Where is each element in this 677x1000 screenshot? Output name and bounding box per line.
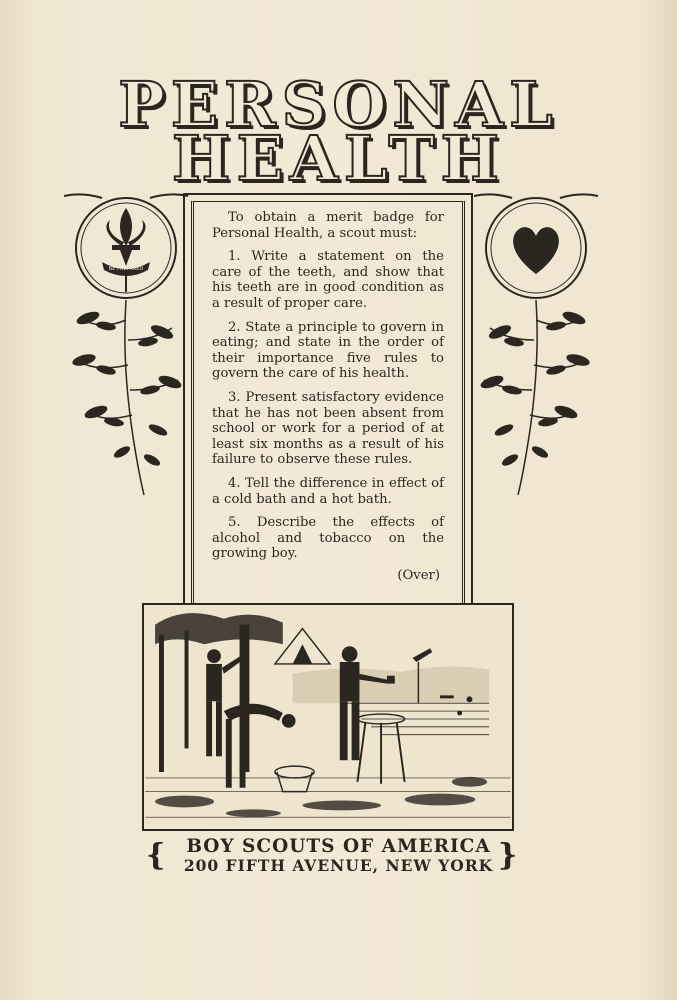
requirement-item-5: 5. Describe the effects of alcohol and tobacco on the growing boy. [212, 515, 444, 562]
left-ornament [62, 190, 190, 500]
heart-icon [513, 227, 559, 274]
requirement-item-4: 4. Tell the difference in effect of a cold bath and a hot bath. [212, 475, 444, 507]
over-note: (Over) [397, 567, 440, 583]
footer-left-bracket-icon: { [146, 838, 166, 873]
requirement-item-3: 3. Present satisfactory evidence that he has not been absent from school or work for a period of at least six months as a result of his failure to observe these rules. [212, 389, 444, 468]
scouts-washing-at-camp-illustration [142, 603, 514, 831]
requirements-text [212, 210, 444, 591]
footer-right-bracket-icon: } [498, 838, 518, 873]
badge-motto: BE PREPARED [108, 266, 144, 272]
requirement-item-1: 1. Write a statement on the care of the teeth, and show that his teeth are in good condition as a result of proper care. [212, 249, 444, 311]
right-ornament [472, 190, 600, 500]
title-line-personal: PERSONAL [118, 68, 559, 141]
publisher-address: 200 FIFTH AVENUE, NEW YORK [183, 856, 494, 875]
title-line-health: HEALTH [171, 122, 506, 195]
fleur-de-lis-badge-icon [102, 208, 150, 292]
requirement-item-2: 2. State a principle to govern in eating; and state in the order of their importance five rules to govern the care of his health. [212, 319, 444, 382]
requirements-intro: To obtain a merit badge for Personal Health, a scout must: [212, 210, 444, 241]
publisher-name: BOY SCOUTS OF AMERICA [186, 836, 491, 857]
